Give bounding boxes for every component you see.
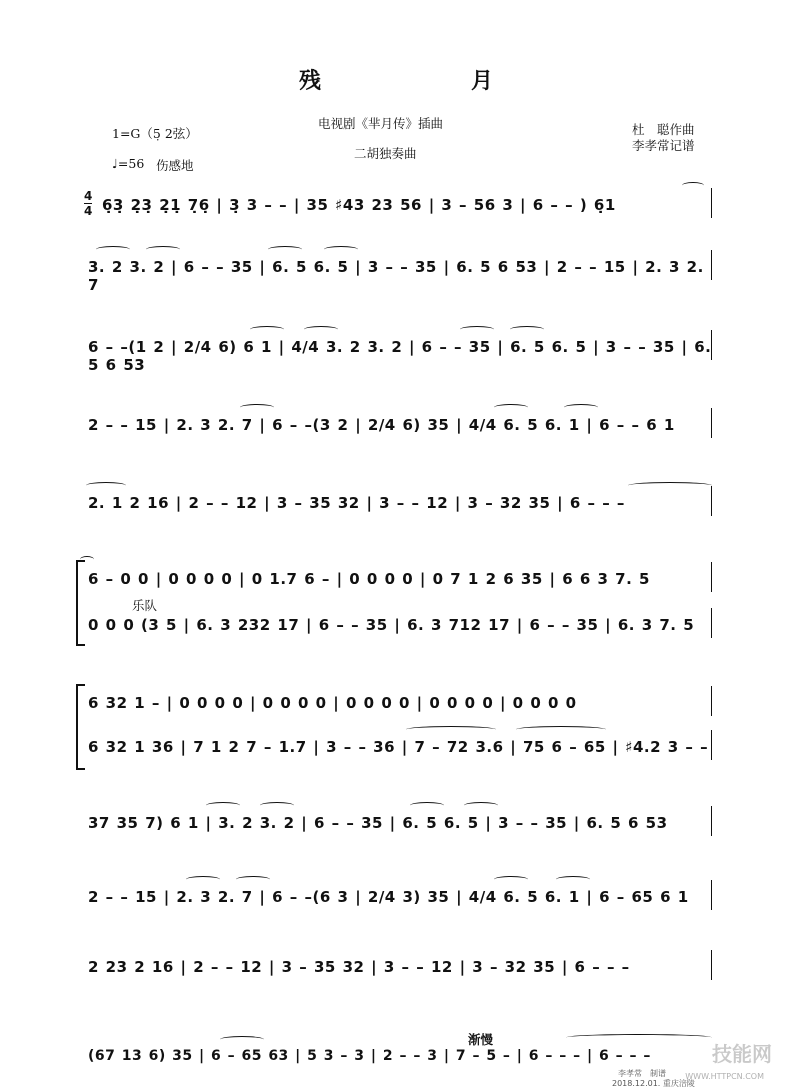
barline <box>711 250 712 280</box>
slur-mark <box>410 802 444 809</box>
barline <box>711 330 712 360</box>
notation-row-3: 6 – –(1 2 | 2/4 6) 6 1 | 4/4 3. 2 3. 2 | 6 – – 35 | 6. 5 6. 5 | 3 – – 35 | 6. 5 6 53 <box>88 338 712 374</box>
slur-mark <box>494 876 528 883</box>
key-signature: 1=G（5̣ 2弦） <box>112 126 198 141</box>
barline <box>711 730 712 760</box>
slur-mark <box>268 246 302 253</box>
ritardando-marking: 渐慢 <box>468 1032 494 1047</box>
composer: 杜 聪作曲 <box>632 122 695 137</box>
slur-mark <box>464 802 498 809</box>
time-signature-4-4: 4 4 <box>84 189 93 218</box>
title-char-1: 残 <box>298 69 321 94</box>
barline <box>711 806 712 836</box>
staff-row-11 <box>80 870 712 920</box>
slur-mark <box>460 326 494 333</box>
barline <box>711 608 712 638</box>
slur-mark <box>96 246 130 253</box>
barline <box>711 188 712 218</box>
notation-row-8: 6 32 1 – | 0 0 0 0 | 0 0 0 0 | 0 0 0 0 | 0 0 0 0 | 0 0 0 0 <box>88 694 577 712</box>
notation-row-1: 6̣3̣ 2̣3̣ 2̣1̣ 7̣6̣ | 3̣ 3 – – | 35 ♯43 23 56 | 3 – 56 3 | 6 – – ) 6̣1 <box>102 196 616 214</box>
staff-row-1 <box>80 178 712 228</box>
genre: 二胡独奏曲 <box>354 146 417 161</box>
slur-mark <box>146 246 180 253</box>
slur-mark <box>556 876 590 883</box>
staff-row-9-band <box>80 720 712 770</box>
notation-row-12: 2 23 2 16 | 2 – – 12 | 3 – 35 32 | 3 – – 12 | 3 – 32 35 | 6 – – – <box>88 958 630 976</box>
slur-mark <box>304 326 338 333</box>
barline <box>711 562 712 592</box>
slur-mark <box>80 556 94 563</box>
staff-row-2 <box>80 240 712 294</box>
slur-mark <box>250 326 284 333</box>
footer-credit: 李孝常 制谱 <box>618 1069 666 1078</box>
slur-mark <box>240 404 274 411</box>
barline <box>711 486 712 516</box>
slur-mark <box>406 726 496 733</box>
notation-row-4: 2 – – 15 | 2. 3 2. 7 | 6 – –(3 2 | 2/4 6) 35 | 4/4 6. 5 6. 1 | 6 – – 6 1 <box>88 416 675 434</box>
mood-marking: 伤感地 <box>156 158 194 173</box>
staff-row-6-solo <box>80 552 712 602</box>
slur-mark <box>682 182 704 189</box>
notation-row-2: 3. 2 3. 2 | 6 – – 35 | 6. 5 6. 5 | 3 – – 35 | 6. 5 6 53 | 2 – – 15 | 2. 3 2. 7 <box>88 258 704 294</box>
tempo-marking: ♩=56 <box>112 156 145 171</box>
staff-row-3 <box>80 320 712 374</box>
slur-mark <box>236 876 270 883</box>
watermark-logo: 技能网 <box>712 1042 772 1066</box>
barline <box>711 686 712 716</box>
transcriber: 李孝常记谱 <box>632 138 695 153</box>
slur-mark <box>494 404 528 411</box>
notation-row-10: 37 35 7) 6 1 | 3. 2 3. 2 | 6 – – 35 | 6. 5 6. 5 | 3 – – 35 | 6. 5 6 53 <box>88 814 668 832</box>
band-label: 乐队 <box>132 598 158 613</box>
notation-row-9: 6 32 1 36 | 7 1 2 7 – 1.7 | 3 – – 36 | 7 – 72 3.6 | 75 6 – 65 | ♯4.2 3 – – <box>88 738 709 756</box>
notation-row-5: 2. 1 2 16 | 2 – – 12 | 3 – 35 32 | 3 – – 12 | 3 – 32 35 | 6 – – – <box>88 494 625 512</box>
staff-row-5 <box>80 476 712 526</box>
page-title <box>0 64 792 95</box>
staff-row-8-solo <box>80 676 712 726</box>
staff-row-7-band <box>80 598 712 648</box>
watermark-site: WWW.HTTPCN.COM <box>685 1072 764 1081</box>
title-char-2: 月 <box>471 69 494 94</box>
barline <box>711 880 712 910</box>
staff-row-12 <box>80 940 712 990</box>
slur-mark <box>516 726 606 733</box>
slur-mark <box>510 326 544 333</box>
slur-mark <box>186 876 220 883</box>
slur-mark <box>86 482 126 489</box>
slur-mark <box>220 1036 264 1043</box>
slur-mark <box>564 404 598 411</box>
barline <box>711 950 712 980</box>
notation-row-13: (67 13 6) 35 | 6 – 65 63 | 5 3 – 3 | 2 – – 3 | 7 – 5 – | 6 – – – | 6 – – – <box>88 1048 651 1064</box>
notation-row-6: 6 – 0 0 | 0 0 0 0 | 0 1.7 6 – | 0 0 0 0 | 0 7 1 2 6 35 | 6 6 3 7. 5 <box>88 570 650 588</box>
slur-mark <box>566 1034 712 1041</box>
notation-row-11: 2 – – 15 | 2. 3 2. 7 | 6 – –(6 3 | 2/4 3) 35 | 4/4 6. 5 6. 1 | 6 – 65 6 1 <box>88 888 689 906</box>
slur-mark <box>260 802 294 809</box>
barline <box>711 408 712 438</box>
staff-row-4 <box>80 398 712 448</box>
staff-row-10 <box>80 796 712 846</box>
slur-mark <box>628 482 712 489</box>
footer-date: 2018.12.01. 重庆涪陵 <box>612 1079 695 1088</box>
subtitle: 电视剧《芈月传》插曲 <box>318 116 444 131</box>
slur-mark <box>206 802 240 809</box>
notation-row-7: 0 0 0 (3 5 | 6. 3 232 17 | 6 – – 35 | 6. 3 712 17 | 6 – – 35 | 6. 3 7. 5 <box>88 616 695 634</box>
slur-mark <box>324 246 358 253</box>
